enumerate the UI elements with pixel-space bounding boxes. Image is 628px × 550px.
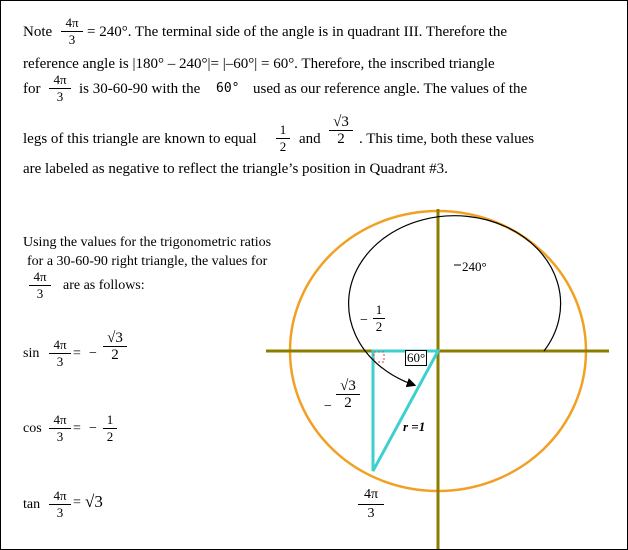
unit-circle-diagram bbox=[1, 1, 627, 549]
angle-fraction-2: 4π 3 bbox=[49, 73, 71, 104]
sin-equals: = bbox=[73, 346, 81, 361]
vert-leg-value: √3 2 bbox=[336, 379, 360, 410]
horiz-leg-value: 1 2 bbox=[373, 303, 385, 334]
cos-equals: = bbox=[73, 421, 81, 436]
vert-leg-minus: − bbox=[324, 399, 332, 414]
radius-label: r =1 bbox=[403, 419, 426, 434]
intro-line-2: for a 30-60-90 right triangle, the values for bbox=[27, 254, 268, 269]
right-angle-marker bbox=[374, 352, 384, 362]
tan-label: tan bbox=[23, 497, 41, 512]
paragraph-line-1: = 240°. The terminal side of the angle is in quadrant III. Therefore the bbox=[87, 24, 508, 40]
paragraph-line-5: are labeled as negative to reflect the triangle’s position in Quadrant #3. bbox=[23, 161, 448, 177]
cos-minus: − bbox=[89, 421, 97, 436]
paragraph-for: for bbox=[23, 81, 41, 97]
sin-value: √3 2 bbox=[103, 331, 127, 362]
intro-line-3: are as follows: bbox=[63, 278, 145, 293]
tan-equals: = bbox=[73, 495, 81, 510]
intro-fraction: 4π 3 bbox=[29, 270, 51, 301]
cos-label: cos bbox=[23, 421, 42, 436]
paragraph-line-4b: . This time, both these values bbox=[359, 131, 535, 147]
angle-240-arc bbox=[349, 216, 561, 385]
half-fraction: 1 2 bbox=[276, 123, 290, 154]
paragraph-line-2: reference angle is |180° – 240°|= |–60°| = 60°. Therefore, the inscribed triangle bbox=[23, 56, 495, 72]
cos-value: 1 2 bbox=[103, 413, 117, 444]
terminal-angle-label: 4π 3 bbox=[358, 487, 384, 522]
sin-arg: 4π 3 bbox=[49, 338, 71, 369]
paragraph-line-3a: is 30-60-90 with the bbox=[79, 81, 201, 97]
horiz-leg-minus: − bbox=[360, 313, 368, 328]
paragraph-angle-60: 60° bbox=[216, 81, 240, 96]
angle-240-label: 240° bbox=[462, 259, 487, 274]
paragraph-line-3b: used as our reference angle. The values of the bbox=[253, 81, 528, 97]
sin-minus: − bbox=[89, 346, 97, 361]
paragraph-line-4a: legs of this triangle are known to equal bbox=[23, 131, 257, 147]
intro-line-1: Using the values for the trigonometric ratios bbox=[23, 235, 272, 250]
cos-arg: 4π 3 bbox=[49, 413, 71, 444]
sin-label: sin bbox=[23, 346, 40, 361]
ref-angle-label: 60° bbox=[407, 350, 426, 365]
paragraph-and: and bbox=[299, 131, 321, 147]
tan-arg: 4π 3 bbox=[49, 489, 71, 520]
root3-over-2: √3 2 bbox=[329, 115, 353, 146]
angle-fraction: 4π 3 bbox=[61, 16, 83, 47]
note-prefix: Note bbox=[23, 24, 53, 40]
tan-value: √3 bbox=[85, 492, 103, 511]
